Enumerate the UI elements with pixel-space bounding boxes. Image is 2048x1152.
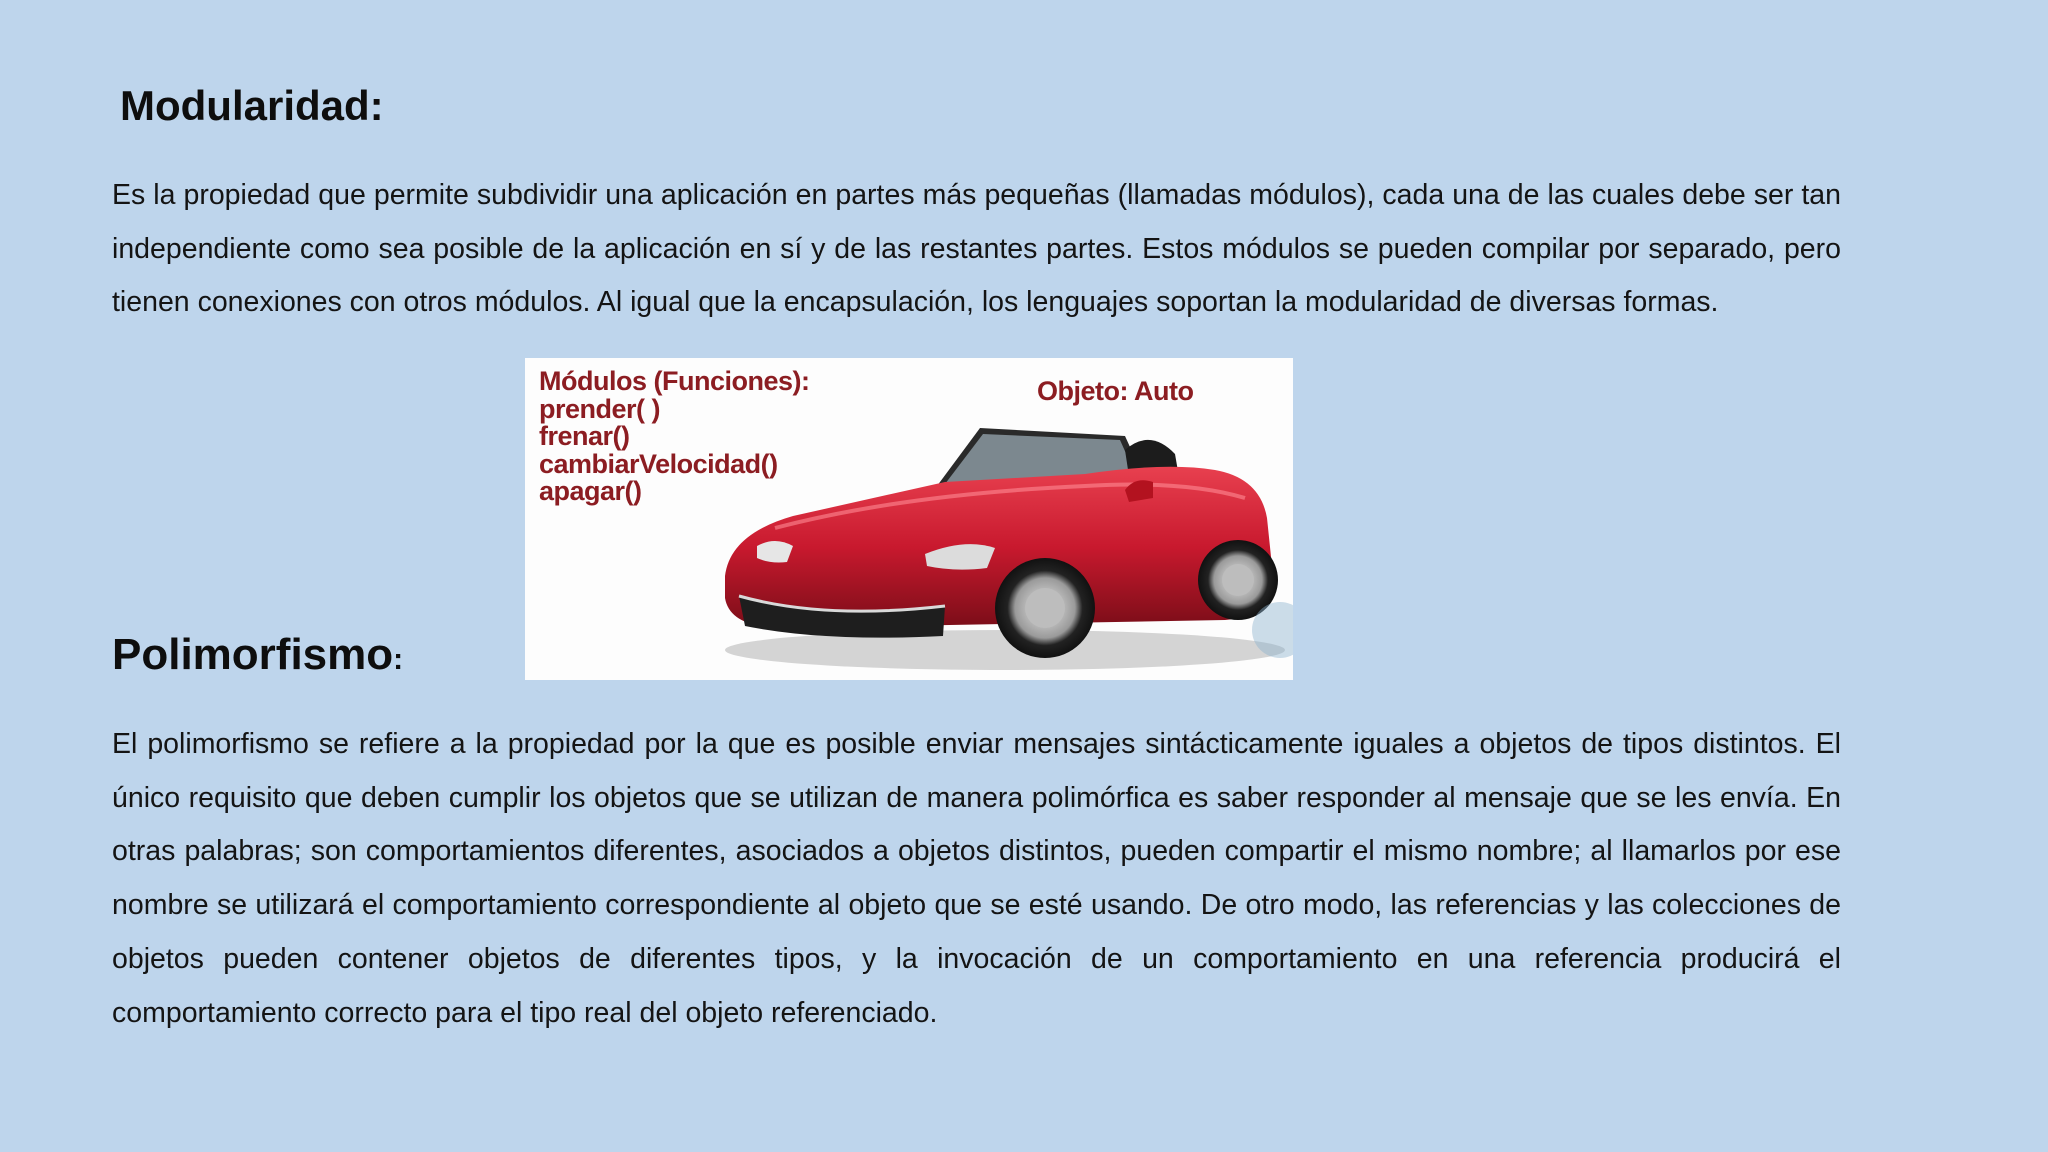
module-item: apagar(): [539, 476, 642, 506]
object-label: Objeto: Auto: [1037, 376, 1194, 406]
polimorfismo-heading: [112, 630, 403, 680]
modularidad-heading: Modularidad:: [120, 82, 384, 129]
modularidad-paragraph: Es la propiedad que permite subdividir una aplicación en partes más pequeñas (llamadas módulos), cada una de las cuales debe ser tan independiente como sea posible de la aplicación en sí y de las restantes partes. Estos módulos se pueden compilar por separado, pero tienen conexiones con otros módulos. Al igual que la encapsulación, los lenguajes soportan la modularidad de diversas formas.: [112, 179, 1841, 319]
module-item: cambiarVelocidad(): [539, 448, 778, 479]
module-item: frenar(): [539, 421, 630, 451]
polimorfismo-colon: :: [393, 643, 404, 676]
polimorfismo-paragraph: El polimorfismo se refiere a la propiedad por la que es posible enviar mensajes sintácticamente iguales a objetos de tipos distintos. El único requisito que deben cumplir los objetos que se utilizan de manera polimórfica es saber responder al mensaje que se les envía. En otras palabras; son comportamientos diferentes, asociados a objetos distintos, pueden compartir el mismo nombre; al llamarlos por ese nombre se utilizará el comportamiento correspondiente al objeto que se esté usando. De otro modo, las referencias y las colecciones de objetos pueden contener objetos de diferentes tipos, y la invocación de un comportamiento en una referencia producirá el comportamiento correcto para el tipo real del objeto referenciado.: [112, 728, 1841, 1029]
modules-list: [539, 368, 809, 506]
car-object-image: [525, 358, 1293, 680]
polimorfismo-title: Polimorfismo: [112, 630, 394, 679]
modules-list-title: Módulos (Funciones):: [539, 366, 810, 396]
module-item: prender( ): [539, 393, 661, 424]
